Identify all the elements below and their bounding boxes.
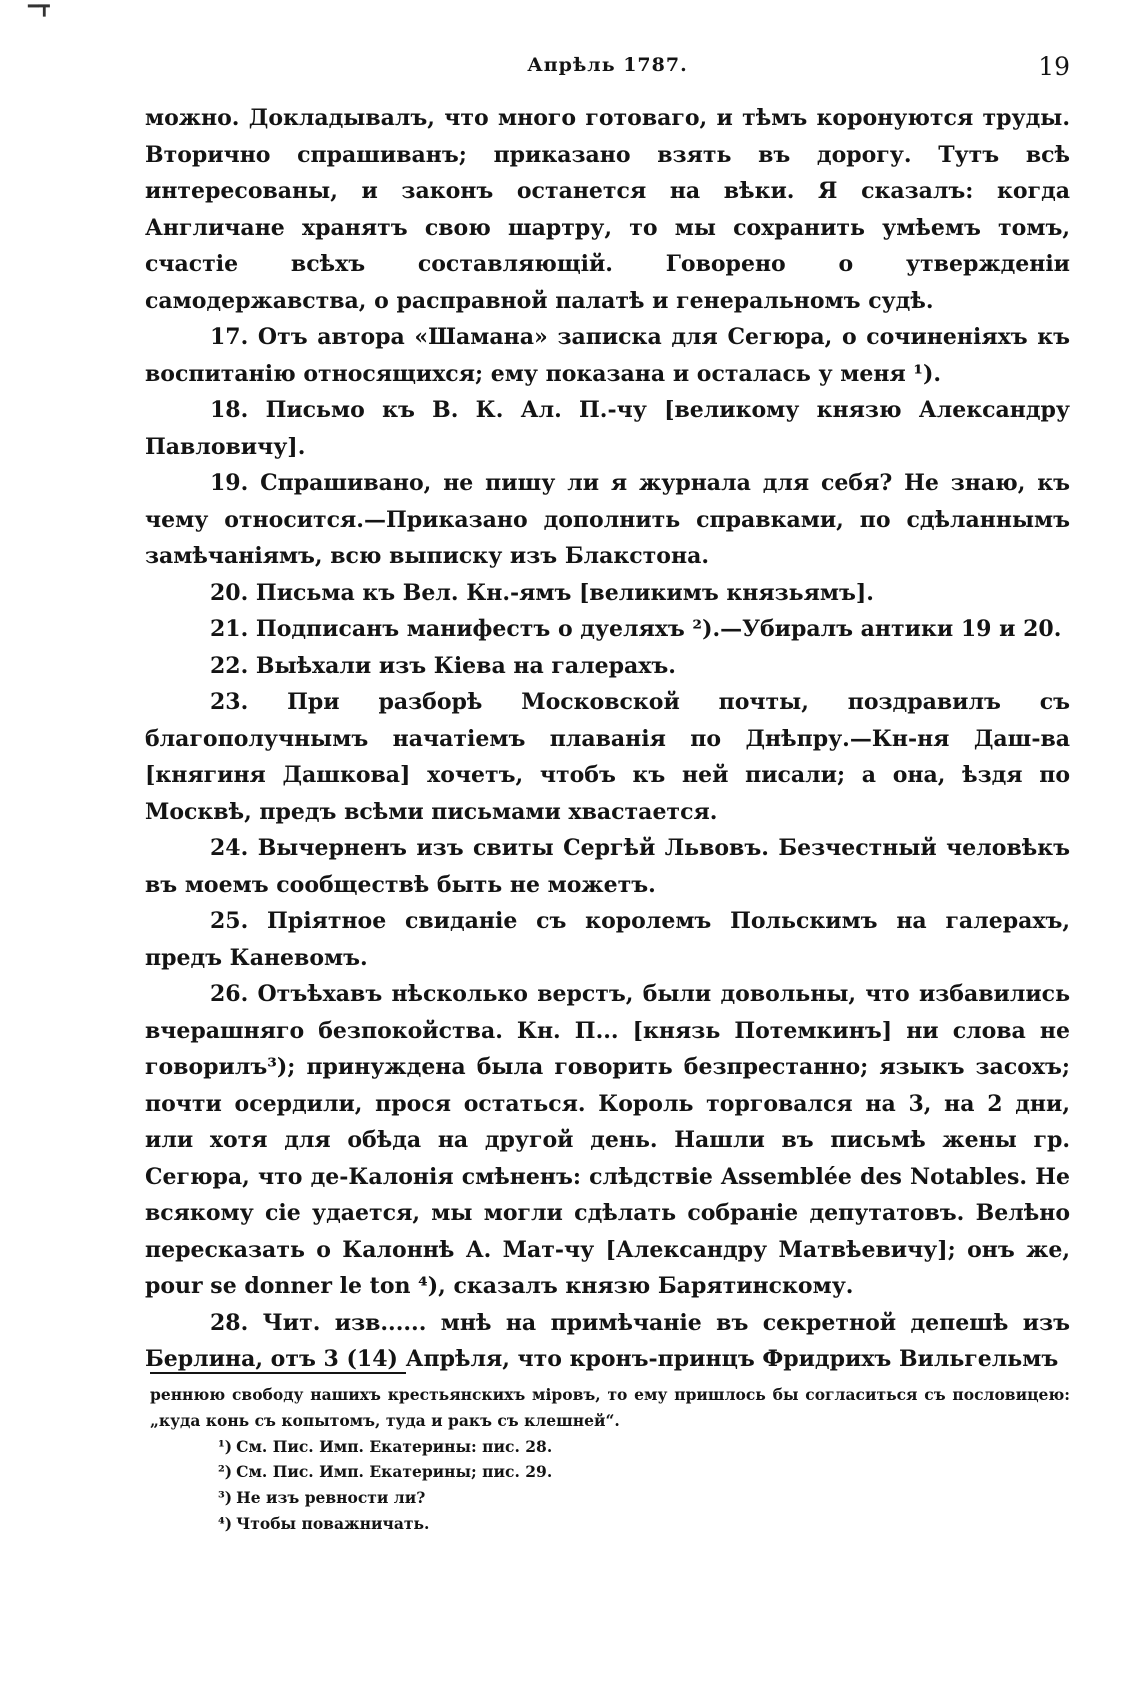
main-text <box>145 100 1070 1378</box>
page-header <box>145 50 1070 90</box>
footnote-mark: ⁴) <box>218 1513 233 1533</box>
footnote-divider <box>150 1372 406 1374</box>
footnote-text: Не изъ ревности ли? <box>236 1488 426 1508</box>
entry-22: 22. Выѣхали изъ Кіева на галерахъ. <box>210 652 676 679</box>
entry-17: 17. Отъ автора «Шамана» записка для Сегюра, о сочиненіяхъ къ воспитанію относящихся; ему показана и осталась у меня ¹). <box>145 324 1070 387</box>
entry-20: 20. Письма къ Вел. Кн.-ямъ [великимъ князьямъ]. <box>210 579 874 606</box>
footnote-mark: ¹) <box>218 1436 233 1456</box>
page-number: 19 <box>1038 52 1070 81</box>
entry-19: 19. Спрашивано, не пишу ли я журнала для себя? Не знаю, къ чему относится.—Приказано дополнить справками, по сдѣланнымъ замѣчаніямъ, всю выписку изъ Блакстона. <box>145 470 1070 569</box>
entry-21: 21. Подписанъ манифестъ о дуеляхъ ²).—Убиралъ антики 19 и 20. <box>210 616 1062 642</box>
footnote-3 <box>150 1485 1070 1511</box>
scan-artifact-mark: ━┳ <box>28 0 50 17</box>
footnote-mark: ³) <box>218 1488 233 1508</box>
entry-26: 26. Отъѣхавъ нѣсколько верстъ, были довольны, что избавились вчерашняго безпокойства. Кн. П... [князь Потемкинъ] ни слова не говорилъ³); принуждена была говорить безпрестанно; языкъ засохъ; почти осердили, прося остаться. Король торговался на 3, на 2 дни, или хотя для обѣда на другой день. Нашли въ письмѣ жены гр. Сегюра, что де-Калонія смѣненъ: слѣдствіе Assemblée des Notables. Не всякому сіе удается, мы могли сдѣлать собраніе депутатовъ. Велѣно пересказать о Калоннѣ А. Мат-чу [Александру Матвѣевичу]; онъ же, pour se donner le ton ⁴), сказалъ князю Барятинскому. <box>145 981 1070 1299</box>
entry-23: 23. При разборѣ Московской почты, поздравилъ съ благополучнымъ начатіемъ плаванія по Днѣпру.—Кн-ня Даш-ва [княгиня Дашкова] хочетъ, чтобъ къ ней писали; а она, ѣздя по Москвѣ, предъ всѣми письмами хвастается. <box>145 689 1070 825</box>
footnote-text: См. Пис. Имп. Екатерины: пис. 28. <box>236 1436 553 1456</box>
footnote-4 <box>150 1511 1070 1537</box>
entry-24: 24. Вычерненъ изъ свиты Сергѣй Львовъ. Безчестный человѣкъ въ моемъ сообществѣ быть не можетъ. <box>145 835 1070 898</box>
footnote-text: Чтобы поважничать. <box>236 1513 430 1533</box>
entry-28: 28. Чит. изв...... мнѣ на примѣчаніе въ секретной депешѣ изъ Берлина, отъ 3 (14) Апрѣля, что кронъ-принцъ Фридрихъ Вильгельмъ <box>145 1309 1070 1372</box>
paragraph-continuation: можно. Докладывалъ, что много готоваго, и тѣмъ коронуются труды. Вторично спрашиванъ; приказано взять въ дорогу. Тутъ всѣ интересованы, и законъ останется на вѣки. Я сказалъ: когда Англичане хранятъ свою шартру, то мы сохранить умѣемъ томъ, счастіе всѣхъ составляющій. Говорено о утвержденіи самодержавства, о расправной палатѣ и генеральномъ судѣ. <box>145 105 1070 314</box>
footnote-2 <box>150 1459 1070 1485</box>
footnotes <box>150 1382 1070 1537</box>
entry-25: 25. Пріятное свиданіе съ королемъ Польскимъ на галерахъ, предъ Каневомъ. <box>145 908 1070 971</box>
entry-18: 18. Письмо къ В. К. Ал. П.-чу [великому князю Александру Павловичу]. <box>145 397 1070 460</box>
footnote-continuation: реннюю свободу нашихъ крестьянскихъ міровъ, то ему пришлось бы согласиться съ пословицею: „куда конь съ копытомъ, туда и ракъ съ клешней“. <box>150 1385 1070 1430</box>
footnote-1 <box>150 1434 1070 1460</box>
footnote-mark: ²) <box>218 1462 233 1482</box>
running-title: Апрѣль 1787. <box>527 54 688 76</box>
footnote-text: См. Пис. Имп. Екатерины; пис. 29. <box>236 1462 553 1482</box>
